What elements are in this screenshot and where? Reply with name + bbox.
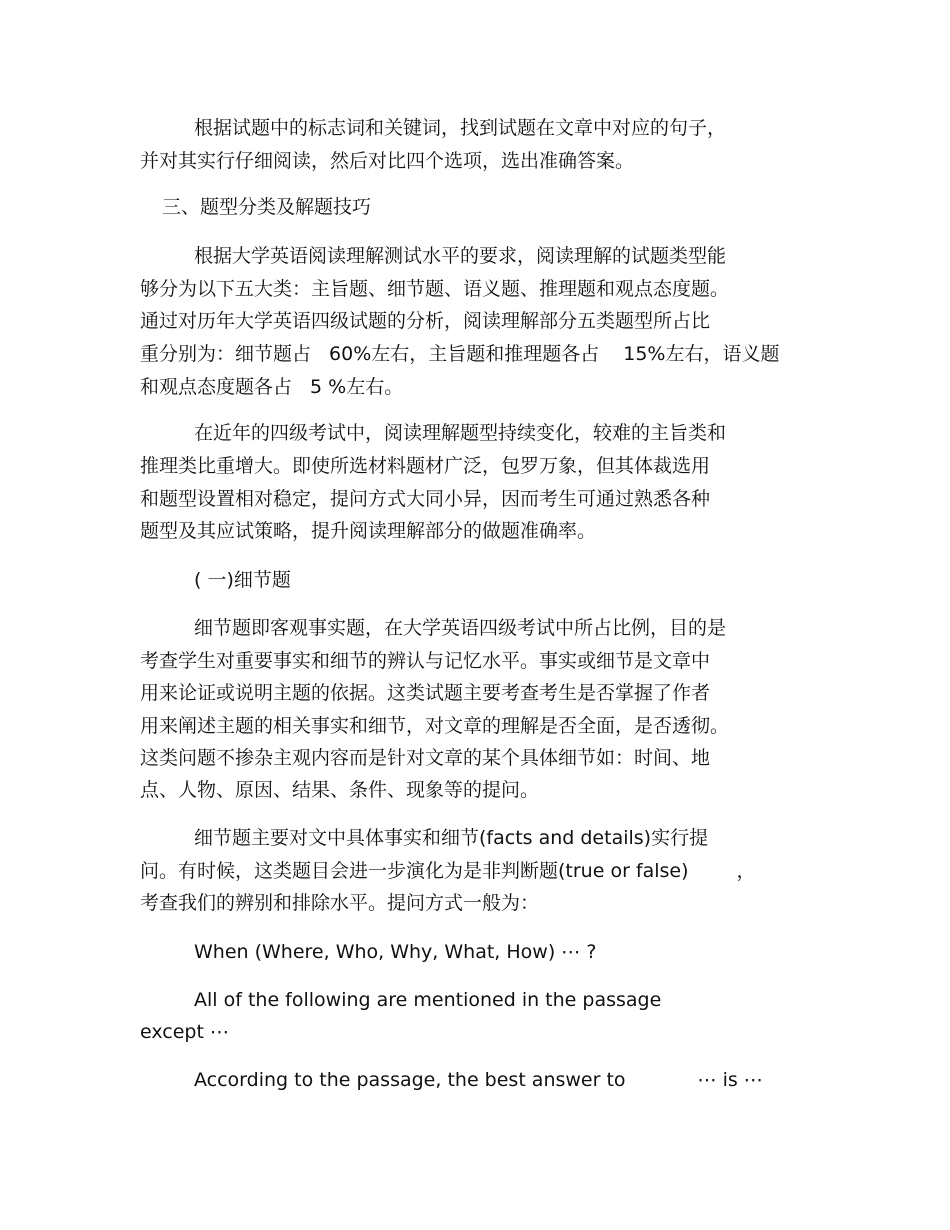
paragraph-line: 用来论证或说明主题的依据。这类试题主要考查考生是否掌握了作者 [140, 682, 711, 704]
text-segment: 5 %左右。 [310, 376, 404, 398]
paragraph-line: 用来阐述主题的相关事实和细节，对文章的理解是否全面，是否透彻。 [140, 715, 730, 737]
paragraph-line: 考查学生对重要事实和细节的辨认与记忆水平。事实或细节是文章中 [140, 650, 711, 672]
paragraph-line: 这类问题不掺杂主观内容而是针对文章的某个具体细节如：时间、地 [140, 747, 711, 769]
paragraph-line [140, 859, 756, 883]
example-question [194, 1068, 763, 1092]
paragraph-line [140, 342, 779, 366]
text-segment: ， [736, 860, 756, 882]
text-segment: 15%左右，语义题 [623, 343, 780, 365]
example-question: except ⋯ [140, 1021, 229, 1043]
paragraph-line: 细节题主要对文中具体事实和细节(facts and details)实行提 [194, 827, 709, 849]
subsection-heading: ( 一)细节题 [194, 569, 291, 591]
paragraph-line: 够分为以下五大类：主旨题、细节题、语义题、推理题和观点态度题。 [140, 278, 730, 300]
text-segment: According to the passage, the best answer to [194, 1069, 626, 1091]
paragraph-line: 题型及其应试策略，提升阅读理解部分的做题准确率。 [140, 520, 597, 542]
text-segment: 重分别为：细节题占 [140, 343, 312, 365]
paragraph-line [140, 375, 403, 399]
text-segment: ⋯ is ⋯ [697, 1069, 763, 1091]
paragraph-line: 细节题即客观事实题，在大学英语四级考试中所占比例，目的是 [194, 617, 727, 639]
paragraph-line: 通过对历年大学英语四级试题的分析，阅读理解部分五类题型所占比 [140, 310, 711, 332]
paragraph-line: 推理类比重增大。即使所选材料题材广泛，包罗万象，但其体裁选用 [140, 455, 711, 477]
paragraph-line: 在近年的四级考试中，阅读理解题型持续变化，较难的主旨类和 [194, 422, 727, 444]
text-segment: 60%左右，主旨题和推理题各占 [329, 343, 600, 365]
example-question: When (Where, Who, Why, What, How) ⋯ ? [194, 941, 597, 963]
paragraph-line: 和题型设置相对稳定，提问方式大同小异，因而考生可通过熟悉各种 [140, 488, 711, 510]
paragraph-line: 根据试题中的标志词和关键词，找到试题在文章中对应的句子， [194, 117, 727, 139]
text-segment: 问。有时候，这类题目会进一步演化为是非判断题(true or false) [140, 860, 689, 882]
paragraph-line: 考查我们的辨别和排除水平。提问方式一般为： [140, 892, 540, 914]
paragraph-line: 根据大学英语阅读理解测试水平的要求，阅读理解的试题类型能 [194, 245, 727, 267]
section-heading: 三、题型分类及解题技巧 [162, 196, 372, 218]
example-question: All of the following are mentioned in the passage [194, 989, 662, 1011]
paragraph-line: 点、人物、原因、结果、条件、现象等的提问。 [140, 779, 540, 801]
text-segment: 和观点态度题各占 [140, 376, 293, 398]
paragraph-line: 并对其实行仔细阅读，然后对比四个选项，选出准确答案。 [140, 150, 635, 172]
